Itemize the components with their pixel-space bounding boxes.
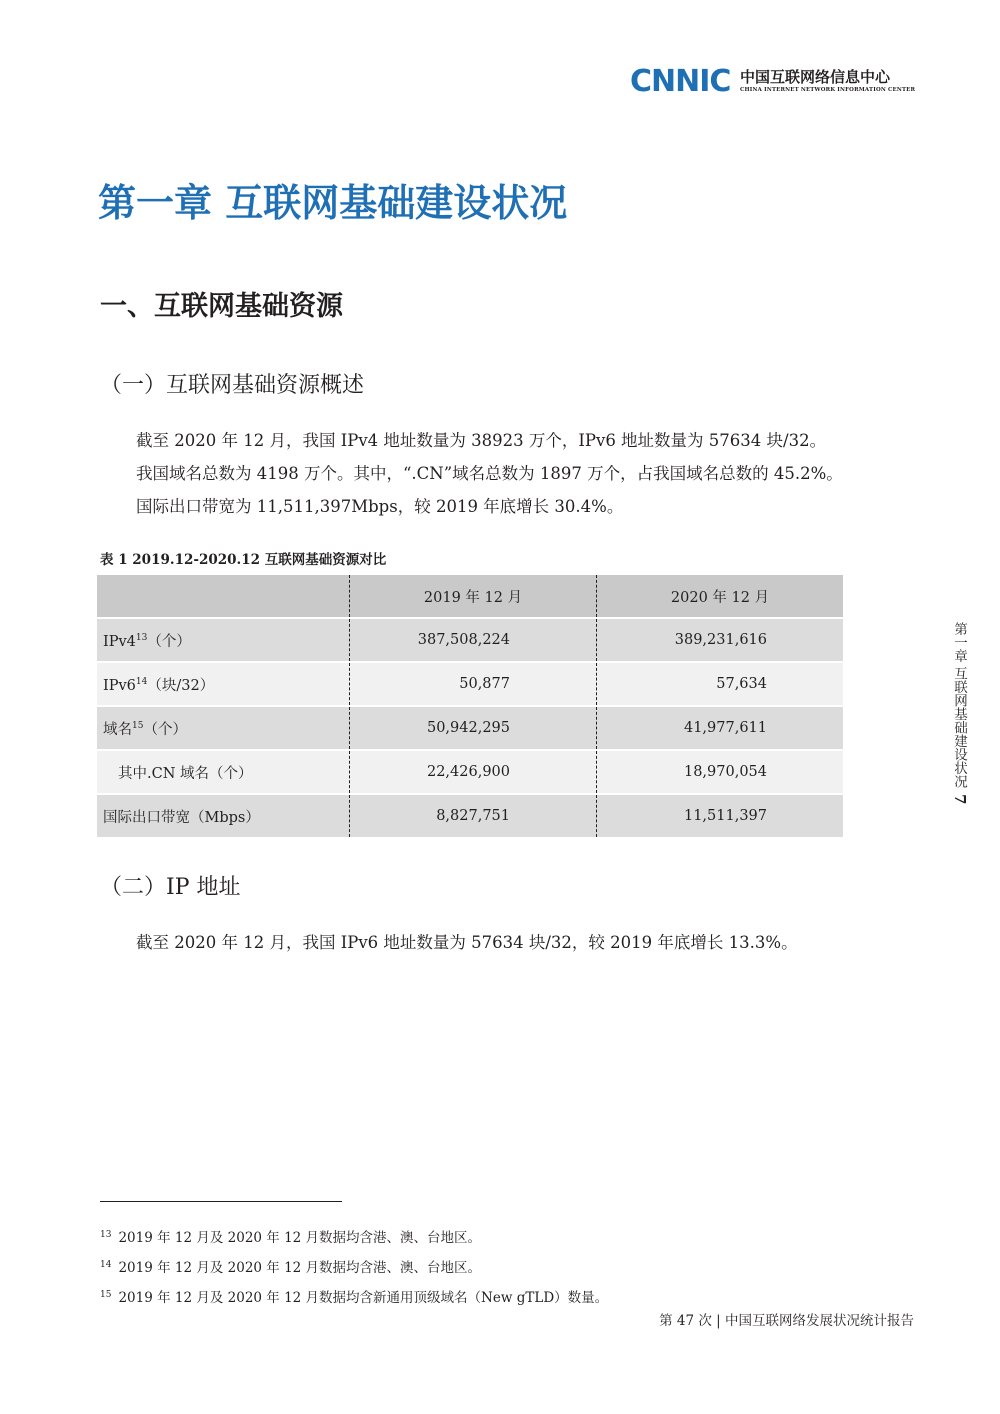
overview-paragraph xyxy=(136,424,856,523)
table-caption: 表 1 2019.12-2020.12 互联网基础资源对比 xyxy=(100,552,387,568)
value-2019: 387,508,224 xyxy=(350,618,597,662)
table-header-row xyxy=(97,575,843,618)
value-2020: 18,970,054 xyxy=(597,750,844,794)
footnote-number: 13 xyxy=(100,1230,112,1240)
row-label: $IPv6^{14}$（块/32） xyxy=(97,662,350,706)
value-2020: 11,511,397 xyxy=(597,794,844,838)
row-label: 其中.CN 域名（个） xyxy=(97,750,350,794)
header-cell-2020: 2020 年 12 月 xyxy=(597,575,844,618)
footnote xyxy=(100,1222,608,1252)
footnote-text: 2019 年 12 月及 2020 年 12 月数据均含港、澳、台地区。 xyxy=(118,1230,482,1246)
row-label: 域名$^{15}$（个） xyxy=(97,706,350,750)
row-label: 国际出口带宽（Mbps） xyxy=(97,794,350,838)
logo-chinese-name: 中国互联网络信息中心 xyxy=(740,68,891,86)
subsection-title-ip-address: （二）IP 地址 xyxy=(100,875,241,900)
resource-comparison-table xyxy=(97,575,843,839)
paragraph-line: 我国域名总数为 4198 万个。其中，“.CN”域名总数为 1897 万个，占我国域名总数的 45.2%。 xyxy=(136,464,843,483)
footnote-text: 2019 年 12 月及 2020 年 12 月数据均含新通用顶级域名（New gTLD）数量。 xyxy=(118,1290,609,1306)
footnote-text: 2019 年 12 月及 2020 年 12 月数据均含港、澳、台地区。 xyxy=(118,1260,482,1276)
footnote-ref: 15 xyxy=(132,720,144,731)
side-tab-text: 第一章 互联网基础建设状况 xyxy=(951,622,967,789)
header-cell-2019: 2019 年 12 月 xyxy=(350,575,597,618)
table-row xyxy=(97,618,843,662)
chapter-title: 第一章 互联网基础建设状况 xyxy=(98,180,568,225)
page-footer: 第 47 次 | 中国互联网络发展状况统计报告 xyxy=(659,1313,914,1329)
footnote-ref: 14 xyxy=(135,676,148,687)
footnote xyxy=(100,1282,608,1312)
value-2020: 41,977,611 xyxy=(597,706,844,750)
value-2020: 389,231,616 xyxy=(597,618,844,662)
row-label: $IPv4^{13}$（个） xyxy=(97,618,350,662)
value-2020: 57,634 xyxy=(597,662,844,706)
value-2019: 50,942,295 xyxy=(350,706,597,750)
table-row xyxy=(97,662,843,706)
table-row xyxy=(97,794,843,838)
value-2019: 22,426,900 xyxy=(350,750,597,794)
footnote-number: 15 xyxy=(100,1290,112,1300)
value-2019: 50,877 xyxy=(350,662,597,706)
footnote-ref: 13 xyxy=(135,632,148,643)
paragraph-line: 国际出口带宽为 11,511,397Mbps，较 2019 年底增长 30.4%。 xyxy=(136,497,624,516)
table-row xyxy=(97,706,843,750)
paragraph-line: 截至 2020 年 12 月，我国 IPv4 地址数量为 38923 万个，IPv6 地址数量为 57634 块/32。 xyxy=(136,431,827,450)
footnote xyxy=(100,1252,608,1282)
subsection-title-overview: （一）互联网基础资源概述 xyxy=(100,373,365,398)
footnote-divider xyxy=(100,1201,342,1202)
section-title: 一、互联网基础资源 xyxy=(100,291,343,322)
logo-mark: CNNIC xyxy=(630,64,731,99)
side-tab-number: 7 xyxy=(951,794,969,805)
logo-english-name: CHINA INTERNET NETWORK INFORMATION CENTER xyxy=(740,87,916,93)
header-cell xyxy=(97,575,350,618)
footnote-number: 14 xyxy=(100,1260,112,1270)
chapter-side-tab xyxy=(945,622,969,822)
ip-address-paragraph xyxy=(136,926,856,959)
footnotes xyxy=(100,1222,608,1312)
paragraph-line: 截至 2020 年 12 月，我国 IPv6 地址数量为 57634 块/32，较 2019 年底增长 13.3%。 xyxy=(136,933,798,952)
value-2019: 8,827,751 xyxy=(350,794,597,838)
table-row xyxy=(97,750,843,794)
